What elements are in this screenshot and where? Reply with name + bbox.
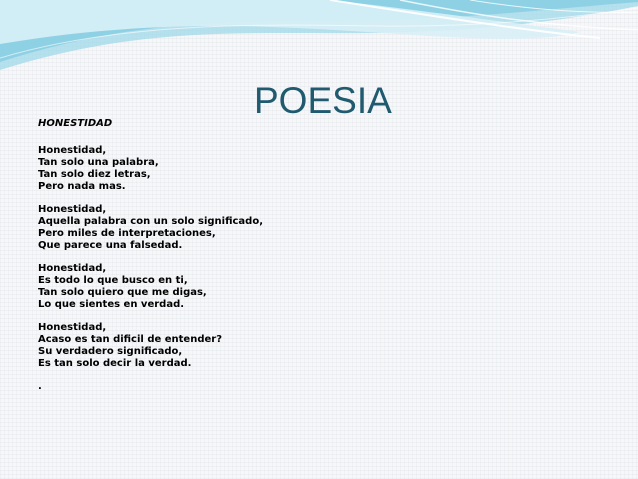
poem-line: Acaso es tan dificil de entender? [38,334,223,345]
poem-line: Es todo lo que busco en ti, [38,275,188,286]
poem-line: Es tan solo decir la verdad. [38,358,192,369]
poem-end-mark: . [38,381,42,392]
poem-stanza-2 [38,204,358,252]
poem-line: Lo que sientes en verdad. [38,299,185,310]
poem-stanza-4 [38,322,358,370]
poem-line: Tan solo diez letras, [38,169,151,180]
header-wave-decoration [0,0,638,80]
poem-line: Aquella palabra con un solo significado, [38,216,264,227]
poem-line: Pero nada mas. [38,181,126,192]
poem-block [38,117,358,393]
poem-title: HONESTIDAD [38,118,113,129]
poem-line: Honestidad, [38,145,107,156]
poem-line: Tan solo quiero que me digas, [38,287,207,298]
poem-line: Honestidad, [38,204,107,215]
poem-line: Honestidad, [38,322,107,333]
poem-stanza-3 [38,263,358,311]
poem-stanza-1 [38,145,358,193]
poem-line: Tan solo una palabra, [38,157,159,168]
poem-line: Honestidad, [38,263,107,274]
poem-line: Pero miles de interpretaciones, [38,228,216,239]
slide-title: POESIA [254,80,392,121]
poem-line: Que parece una falsedad. [38,240,183,251]
poem-line: Su verdadero significado, [38,346,183,357]
